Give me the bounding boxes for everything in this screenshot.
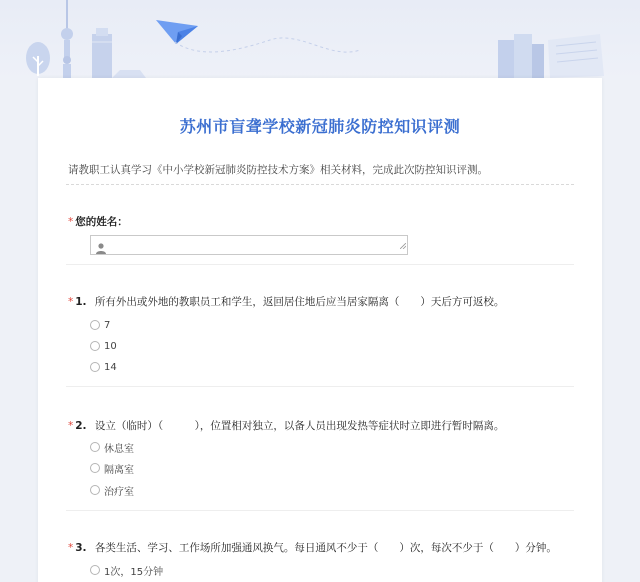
radio-button[interactable] — [90, 565, 100, 575]
required-mark: * — [68, 542, 74, 554]
survey-description: 请教职工认真学习《中小学校新冠肺炎防控技术方案》相关材料，完成此次防控知识评测。 — [68, 164, 488, 176]
radio-button[interactable] — [90, 442, 100, 452]
required-mark: * — [68, 296, 74, 308]
radio-button[interactable] — [90, 341, 100, 351]
name-field-label — [68, 214, 128, 229]
name-label-text: 您的姓名： — [75, 216, 128, 228]
question-text: 所有外出或外地的教职员工和学生，返回居住地后应当居家隔离（ ）天后方可返校。 — [94, 296, 505, 308]
question-number: 1. — [75, 296, 87, 308]
survey-title: 苏州市盲聋学校新冠肺炎防控知识评测 — [179, 117, 461, 136]
option-label: 休息室 — [104, 443, 134, 455]
option-label: 隔离室 — [104, 464, 134, 476]
user-icon — [95, 239, 107, 258]
question-3-option-1[interactable] — [90, 563, 163, 577]
question-2-option-2[interactable] — [90, 461, 134, 475]
option-label: 治疗室 — [104, 486, 134, 498]
question-text: 各类生活、学习、工作场所加强通风换气。每日通风不少于（ ）次，每次不少于（ ）分钟。 — [94, 542, 557, 554]
name-input[interactable] — [111, 237, 403, 253]
question-2-option-3[interactable] — [90, 483, 134, 497]
section-separator — [66, 386, 574, 387]
header-divider — [66, 184, 574, 185]
question-1-option-2[interactable] — [90, 339, 117, 353]
building-icon — [92, 28, 112, 78]
option-label: 7 — [104, 319, 111, 331]
radio-button[interactable] — [90, 485, 100, 495]
radio-button[interactable] — [90, 320, 100, 330]
option-label: 14 — [104, 361, 117, 373]
required-mark: * — [68, 216, 74, 228]
name-input-box — [90, 235, 408, 255]
radio-button[interactable] — [90, 362, 100, 372]
tree-icon — [26, 42, 50, 76]
question-number: 3. — [75, 542, 87, 554]
option-label: 10 — [104, 340, 117, 352]
tv-tower-icon — [61, 0, 73, 78]
question-3-label — [68, 540, 557, 555]
books-icon — [498, 34, 604, 78]
question-text: 设立（临时）（ ），位置相对独立，以备人员出现发热等症状时立即进行暂时隔离。 — [94, 420, 505, 432]
question-1-option-1[interactable] — [90, 318, 110, 332]
required-mark: * — [68, 420, 74, 432]
section-separator — [66, 264, 574, 265]
question-2-option-1[interactable] — [90, 440, 134, 454]
section-separator — [66, 510, 574, 511]
question-number: 2. — [75, 420, 87, 432]
question-2-label — [68, 418, 504, 433]
paper-plane-icon — [156, 20, 360, 52]
question-1-label — [68, 294, 504, 309]
question-1-option-3[interactable] — [90, 360, 117, 374]
header-banner — [0, 0, 640, 80]
resize-handle[interactable] — [400, 234, 406, 253]
survey-card — [38, 78, 602, 582]
radio-button[interactable] — [90, 463, 100, 473]
option-label: 1次，15分钟 — [104, 566, 164, 578]
